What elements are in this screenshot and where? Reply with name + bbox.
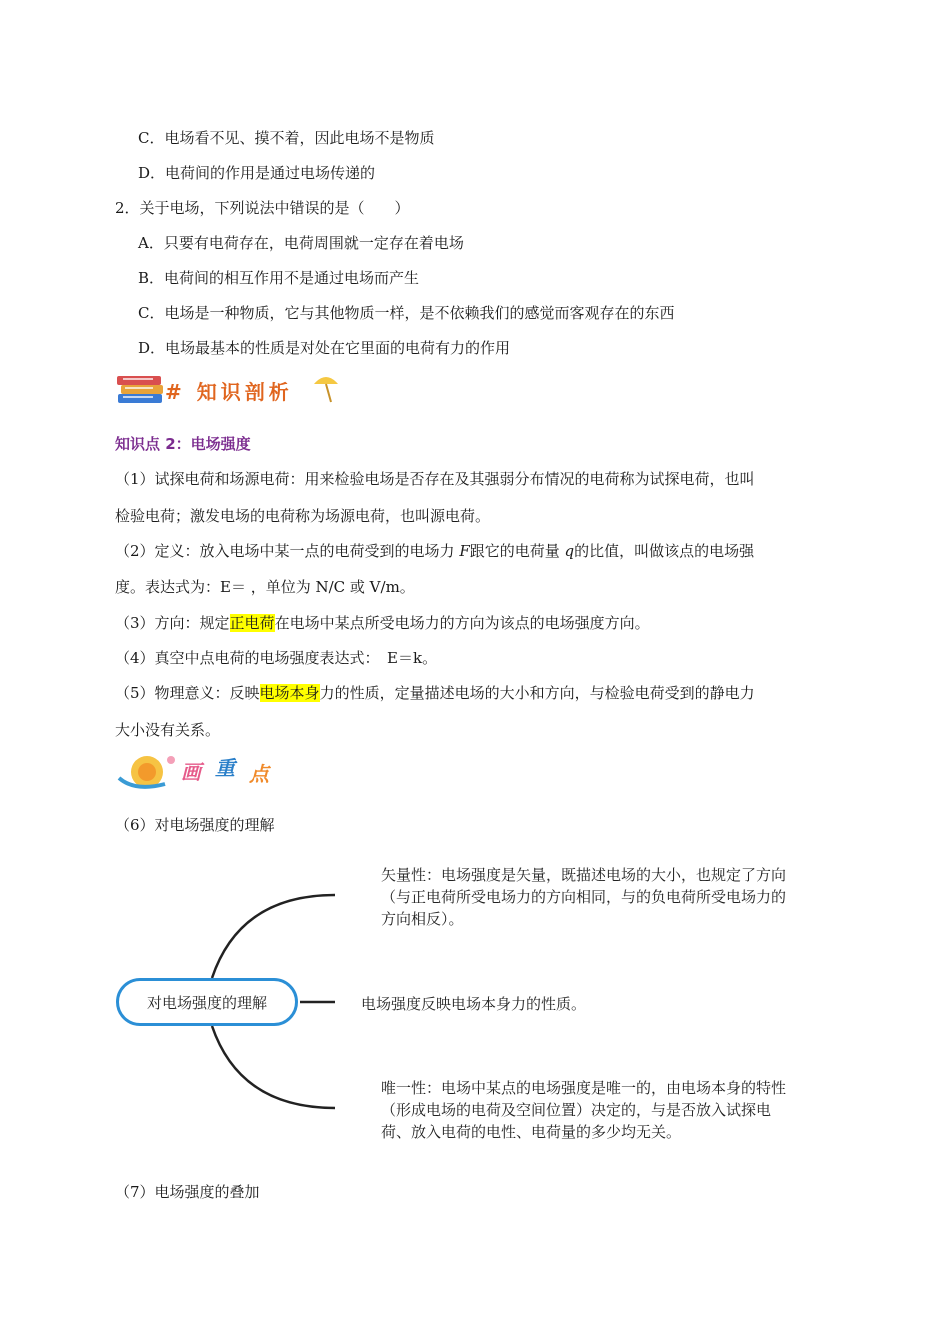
q2-option-b: B．电荷间的相互作用不是通过电场而产生 [138, 269, 420, 287]
mindmap-vector-line-3: 方向相反）。 [381, 910, 464, 928]
p5-highlight: 电场本身 [259, 684, 320, 702]
paragraph-2-line-1 [115, 541, 754, 561]
p3-highlight: 正电荷 [229, 614, 275, 632]
p3-text-a: （3）方向：规定 [115, 614, 230, 632]
option-d: D．电荷间的作用是通过电场传递的 [138, 164, 376, 182]
p2-symbol-f: F [459, 542, 470, 560]
paragraph-2-line-2: 度。表达式为：E＝ ，单位为 N/C 或 V/m。 [115, 578, 415, 596]
mindmap-unique-line-2: （形成电场的电荷及空间位置）决定的，与是否放入试探电 [381, 1101, 772, 1119]
key-point-char-3: 点 [249, 762, 273, 786]
mindmap-center-label: 对电场强度的理解 [146, 993, 267, 1012]
p5-text-a: （5）物理意义：反映 [115, 684, 260, 702]
key-point-banner [115, 748, 285, 794]
paragraph-7: （7）电场强度的叠加 [115, 1183, 260, 1201]
mindmap-vector-line-2: （与正电荷所受电场力的方向相同，与的负电荷所受电场力的 [381, 888, 787, 906]
paragraph-5-line-1 [115, 683, 755, 703]
paragraph-1-line-1: （1）试探电荷和场源电荷：用来检验电场是否存在及其强弱分布情况的电荷称为试探电荷，也叫 [115, 470, 755, 488]
umbrella-icon [311, 372, 341, 406]
mindmap-node-vector [381, 864, 786, 930]
key-point-char-1: 画 [181, 760, 205, 784]
q2-option-a: A．只要有电荷存在，电荷周围就一定存在着电场 [138, 234, 464, 252]
paragraph-5-line-2: 大小没有关系。 [115, 721, 221, 739]
q2-option-d: D．电场最基本的性质是对处在它里面的电荷有力的作用 [138, 339, 511, 357]
mindmap-unique-line-1: 唯一性：电场中某点的电场强度是唯一的，由电场本身的特性 [381, 1079, 787, 1097]
p2-text-c: 的比值，叫做该点的电场强 [574, 542, 755, 560]
paragraph-4: （4）真空中点电荷的电场强度表达式： E＝k。 [115, 649, 438, 667]
p2-symbol-q: q [564, 542, 575, 560]
q2-option-c: C．电场是一种物质，它与其他物质一样，是不依赖我们的感觉而客观存在的东西 [138, 304, 675, 322]
p5-text-b: 力的性质，定量描述电场的大小和方向，与检验电荷受到的静电力 [319, 684, 755, 702]
mindmap-center-node [116, 978, 298, 1026]
mindmap-node-property: 电场强度反映电场本身力的性质。 [361, 995, 587, 1013]
mindmap-unique-line-3: 荷、放入电荷的电性、电荷量的多少均无关。 [381, 1123, 682, 1141]
p2-text-b: 跟它的电荷量 [469, 542, 565, 560]
mindmap-node-uniqueness [381, 1077, 786, 1143]
banner-title: # 知识剖析 [165, 380, 293, 404]
option-c: C．电场看不见、摸不着，因此电场不是物质 [138, 129, 435, 147]
paragraph-1-line-2: 检验电荷；激发电场的电荷称为场源电荷，也叫源电荷。 [115, 507, 491, 525]
decoration-icon [115, 748, 185, 794]
p3-text-b: 在电场中某点所受电场力的方向为该点的电场强度方向。 [274, 614, 650, 632]
paragraph-6: （6）对电场强度的理解 [115, 816, 275, 834]
paragraph-3 [115, 613, 650, 633]
key-point-char-2: 重 [215, 756, 239, 780]
knowledge-analysis-banner [115, 370, 355, 410]
p2-text-a: （2）定义：放入电场中某一点的电荷受到的电场力 [115, 542, 460, 560]
mindmap-vector-line-1: 矢量性：电场强度是矢量，既描述电场的大小，也规定了方向 [381, 866, 787, 884]
knowledge-point-title: 知识点 2：电场强度 [115, 435, 251, 453]
question-2-stem: 2．关于电场，下列说法中错误的是（ ） [115, 199, 410, 217]
